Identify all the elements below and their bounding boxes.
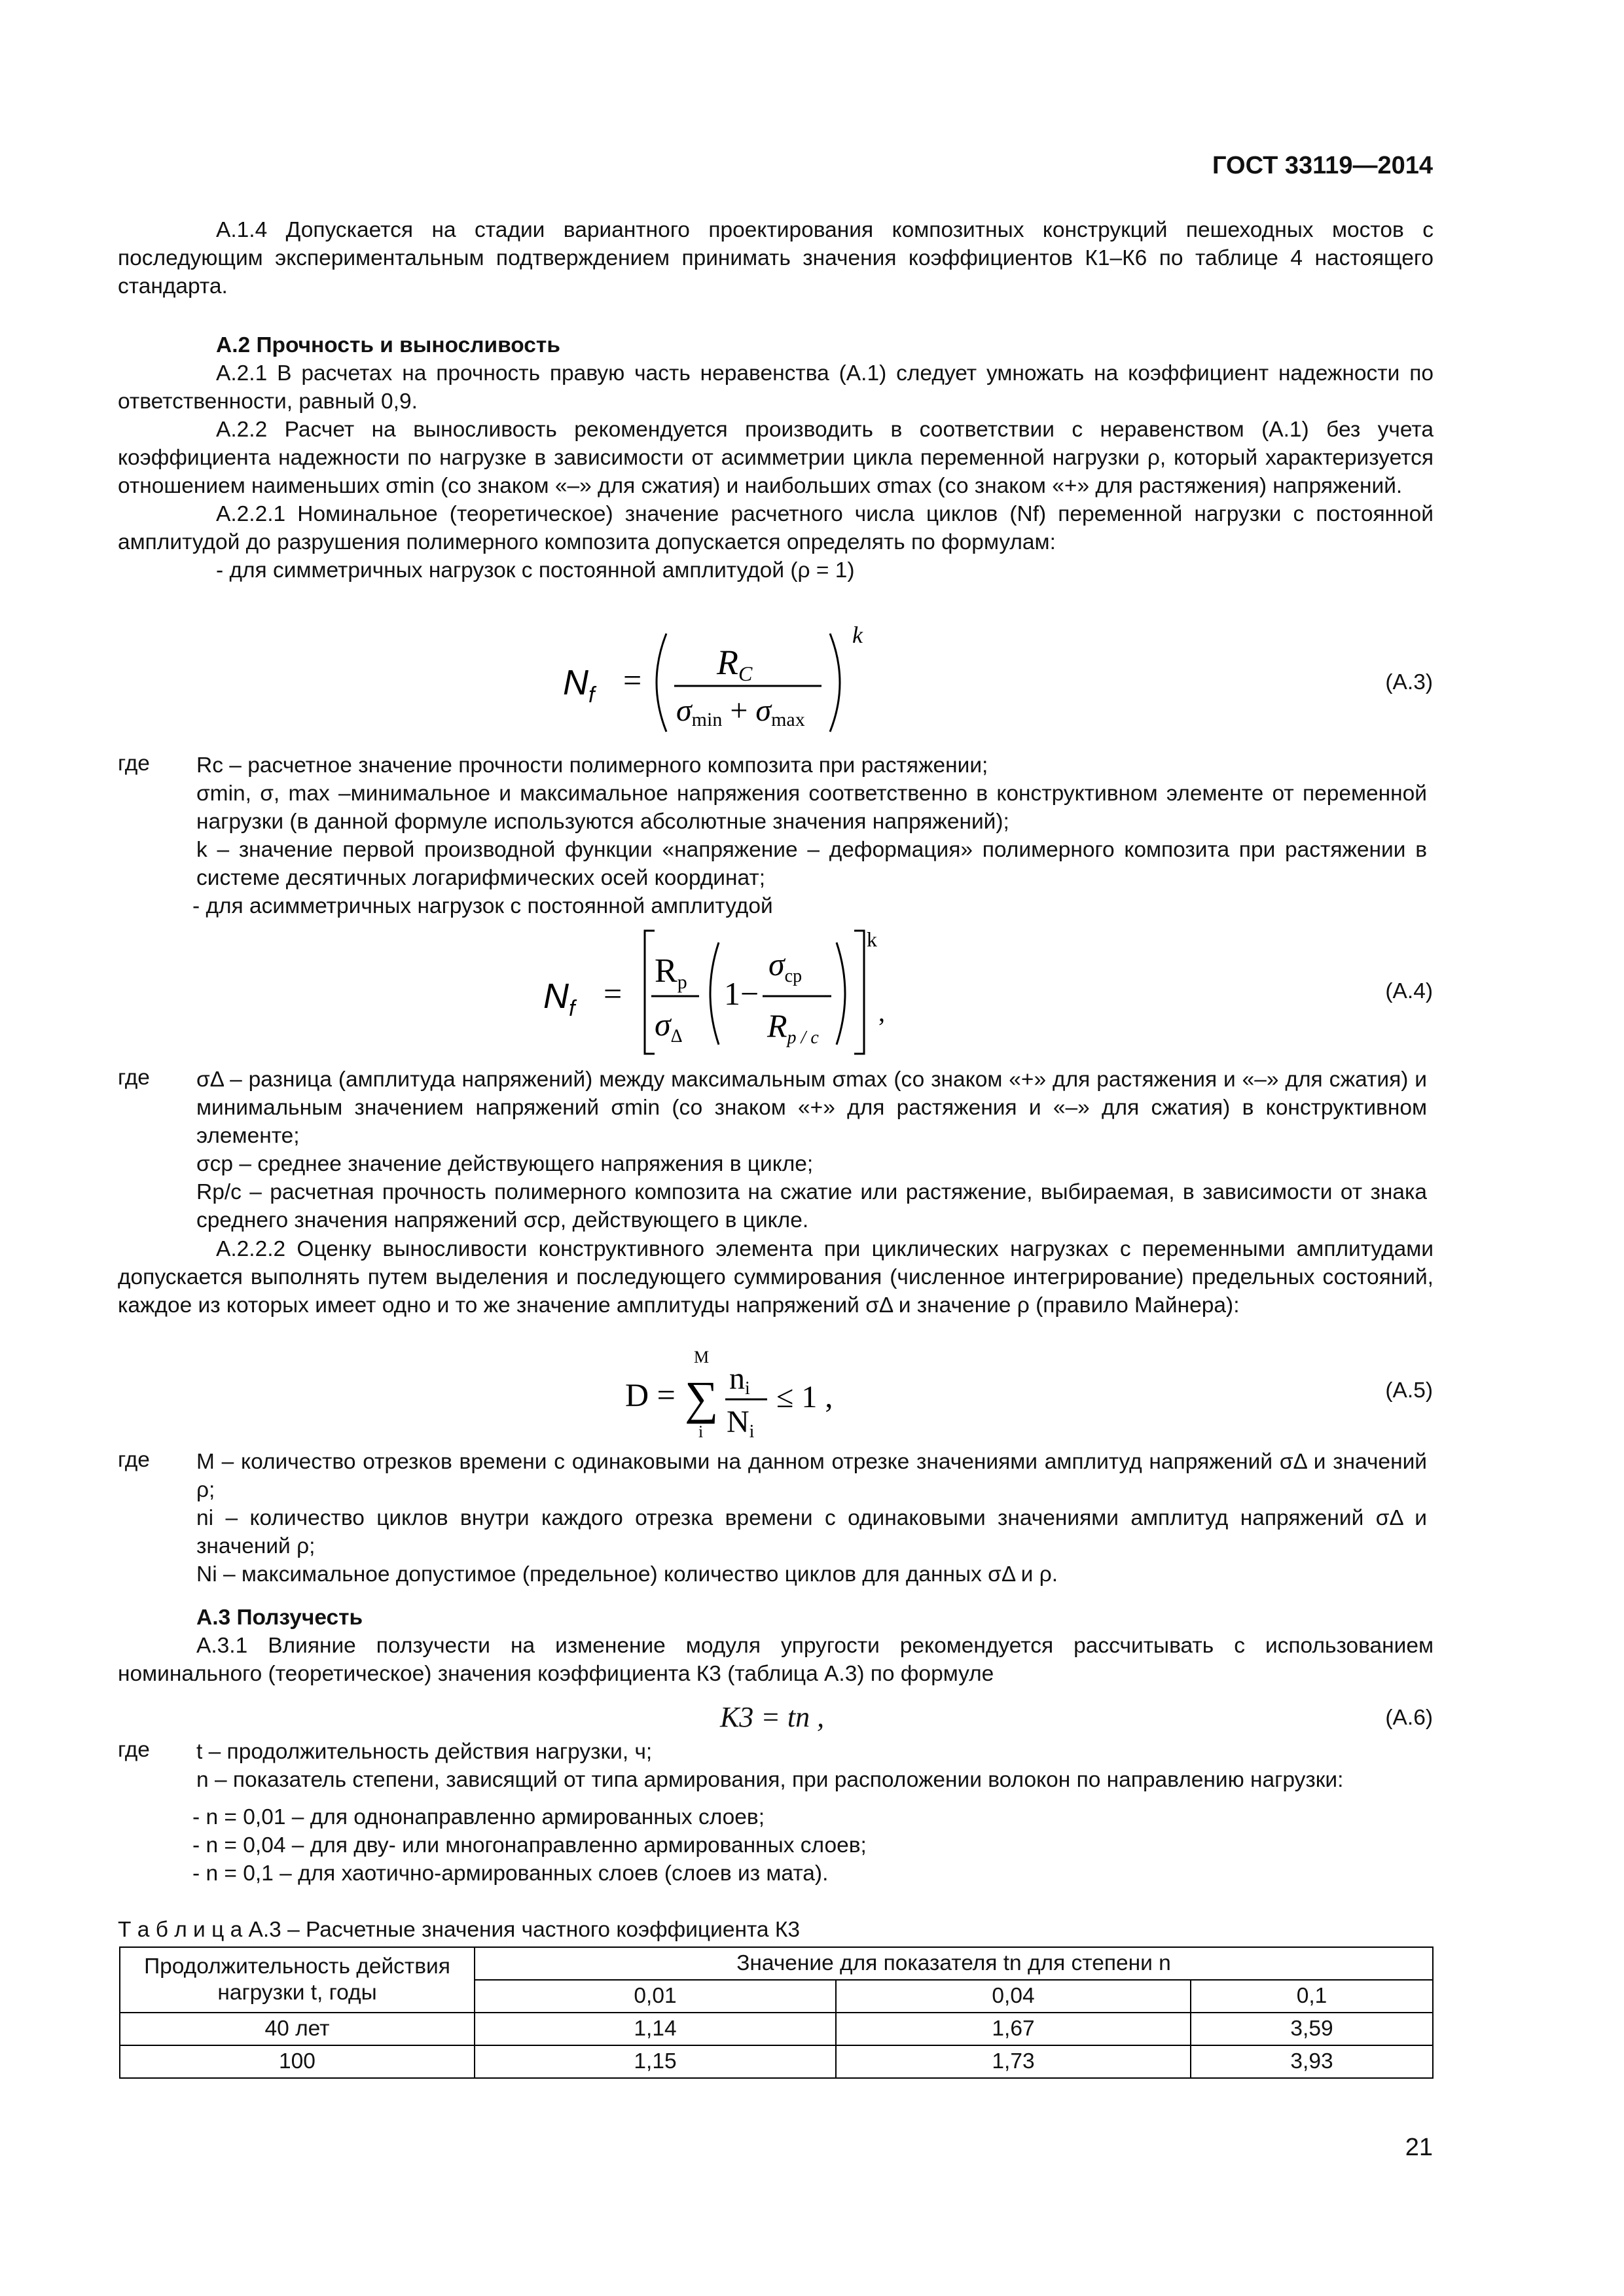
equation-label-a4: (А.4) — [1385, 979, 1433, 1003]
svg-text:1−: 1− — [724, 975, 759, 1012]
definitions-a5 — [196, 1448, 1427, 1588]
eq-a3-lhs: $N_f$ — [563, 663, 595, 708]
eq-a4-sigma-delta: $\sigma_\Delta$ — [655, 1006, 683, 1047]
paragraph-a22: А.2.2 Расчет на выносливость рекомендуется производить в соответствии с неравенством (А.1) без учета коэффициента надежности по нагрузке в зависимости от асимметрии цикла переменной нагрузки ρ, который характеризуется отношением наименьших σmin (со знаком «–» для сжатия) и наибольших σmax (со знаком «+» для растяжения) напряжений. — [118, 418, 1434, 498]
table-cell: 1,67 — [836, 2013, 1191, 2045]
svg-text:∑: ∑ — [685, 1372, 719, 1424]
eq-a5-top: M — [694, 1348, 710, 1367]
list-item-symmetric: - для симметричных нагрузок с постоянной амплитудой (ρ = 1) — [216, 558, 855, 583]
table-header-row — [120, 1947, 1433, 1980]
definition-k: k – значение первой производной функции «напряжение – деформация» полимерного композита при растяжении в системе десятичных логарифмических осей координат; — [196, 838, 1427, 890]
equation-a6: К3 = tn , — [720, 1701, 825, 1733]
equation-a5 — [622, 1348, 844, 1446]
where-label-a4: где — [118, 1066, 150, 1090]
eq-a4-rp: Rp — [655, 952, 687, 993]
standard-number: ГОСТ 33119—2014 — [1212, 152, 1433, 179]
where-label-a5: где — [118, 1448, 150, 1472]
eq-a5-den: Ni — [727, 1405, 755, 1442]
eq-a5-lhs: D = — [625, 1376, 676, 1413]
page-number: 21 — [1405, 2134, 1433, 2161]
svg-text:=: = — [604, 975, 623, 1012]
eq-a5-rhs: ≤ 1 , — [776, 1380, 833, 1414]
section-a3 — [118, 1604, 1434, 1688]
definition-sigma-delta: σΔ – разница (амплитуда напряжений) между максимальным σmax (со знаком «+» для растяжения и «–» для сжатия) и минимальным значением напряжений σmin (со знаком «+» для растяжения и «–» для сжатия) в конструктивном элементе; — [196, 1067, 1427, 1148]
table-cell: 1,73 — [836, 2045, 1191, 2078]
definition-rc: Rс – расчетное значение прочности полимерного композита при растяжении; — [196, 753, 988, 778]
paragraph-a222: А.2.2.2 Оценку выносливости конструктивного элемента при циклических нагрузках с переменными амплитудами допускается выполнять путем выделения и последующего суммирования (численное интегрирование) предельных состояний, каждое из которых имеет одно и то же значение амплитуды напряжений σΔ и значение ρ (правило Майнера): — [118, 1237, 1434, 1318]
clause-a222 — [118, 1235, 1434, 1319]
svg-text:,: , — [878, 997, 885, 1027]
definitions-a6 — [192, 1738, 1427, 1888]
svg-text:=: = — [623, 662, 642, 698]
table-cell: 3,93 — [1191, 2045, 1433, 2078]
definition-rpc: Rр/с – расчетная прочность полимерного композита на сжатие или растяжение, выбираемая, в зависимости от знака среднего значения напряжений σср, действующего в цикле. — [196, 1180, 1427, 1232]
equation-a3 — [550, 620, 877, 745]
definition-ni: ni – количество циклов внутри каждого отрезка времени с одинаковыми значениями амплитуд напряжений σΔ и значений ρ; — [196, 1506, 1427, 1558]
paragraph-a14: А.1.4 Допускается на стадии вариантного проектирования композитных конструкций пешеходных мостов с последующим экспериментальным подтверждением принимать значения коэффициентов К1–К6 по таблице 4 настоящего стандарта. — [118, 218, 1434, 298]
table-row — [120, 2013, 1433, 2045]
svg-text:Nf: $N_f$ — [543, 977, 575, 1021]
table-header-duration: Продолжительность действия нагрузки t, годы — [120, 1947, 475, 2013]
eq-a3-numerator: RC — [717, 643, 753, 685]
eq-a3-exponent: k — [852, 622, 863, 648]
paragraph-a221: А.2.2.1 Номинальное (теоретическое) значение расчетного числа циклов (Nf) переменной нагрузки с постоянной амплитудой до разрушения полимерного композита допускается определять по формулам: — [118, 502, 1434, 554]
table-cell: 1,14 — [475, 2013, 836, 2045]
definition-m: M – количество отрезков времени с одинаковыми на данном отрезке значениями амплитуд напряжений σΔ и значений ρ; — [196, 1450, 1427, 1502]
n-item-1: - n = 0,01 – для однонаправленно армированных слоев; — [192, 1805, 765, 1829]
paragraph-a31: А.3.1 Влияние ползучести на изменение модуля упругости рекомендуется рассчитывать с использованием номинального (теоретическое) значения коэффициента К3 (таблица А.3) по формуле — [118, 1634, 1434, 1686]
table-header-group: Значение для показателя tn для степени n — [475, 1947, 1433, 1980]
table-row — [120, 2045, 1433, 2078]
table-caption: Т а б л и ц а А.3 – Расчетные значения частного коэффициента К3 — [118, 1918, 801, 1942]
section-title-a2: А.2 Прочность и выносливость — [216, 333, 560, 357]
equation-label-a3: (А.3) — [1385, 670, 1433, 694]
table-cell: 3,59 — [1191, 2013, 1433, 2045]
eq-a4-exponent: k — [867, 927, 877, 951]
eq-a5-bottom: i — [698, 1422, 704, 1441]
where-label: где — [118, 751, 150, 776]
table-cell: 1,15 — [475, 2045, 836, 2078]
table-subheader: 0,01 — [475, 1980, 836, 2013]
definition-t: t – продолжительность действия нагрузки, ч; — [196, 1740, 653, 1764]
definition-sigma-min-max: σmin, σ, max –минимальное и максимальное напряжения соответственно в конструктивном элементе от переменной нагрузки (в данной формуле используются абсолютные значения напряжений); — [196, 781, 1427, 834]
equation-a4 — [530, 923, 897, 1060]
equation-label-a5: (А.5) — [1385, 1378, 1433, 1403]
equation-label-a6: (А.6) — [1385, 1706, 1433, 1730]
table-cell: 40 лет — [120, 2013, 475, 2045]
table-subheader: 0,1 — [1191, 1980, 1433, 2013]
n-item-2: - n = 0,04 – для дву- или многонаправленно армированных слоев; — [192, 1833, 867, 1857]
definition-sigma-cp: σср – среднее значение действующего напряжения в цикле; — [196, 1152, 814, 1176]
where-label-a6: где — [118, 1738, 150, 1762]
definition-n: n – показатель степени, зависящий от типа армирования, при расположении волокон по направлению нагрузки: — [196, 1768, 1344, 1792]
section-title-a3: А.3 Ползучесть — [196, 1605, 363, 1630]
list-item-asymmetric: - для асимметричных нагрузок с постоянной амплитудой — [192, 894, 773, 918]
clause-a14 — [118, 216, 1434, 300]
definition-Ni: Ni – максимальное допустимое (предельное) количество циклов для данных σΔ и ρ. — [196, 1562, 1058, 1587]
table-a3 — [119, 1946, 1434, 2079]
definitions-a4 — [196, 1066, 1427, 1234]
eq-a4-rpc: $R_{p / c}$ — [767, 1007, 819, 1048]
n-item-3: - n = 0,1 – для хаотично-армированных слоев (слоев из мата). — [192, 1861, 829, 1886]
table-subheader: 0,04 — [836, 1980, 1191, 2013]
table-cell: 100 — [120, 2045, 475, 2078]
eq-a4-sigma-cp: $\sigma_{ср}$ — [768, 946, 803, 986]
paragraph-a21: А.2.1 В расчетах на прочность правую часть неравенства (А.1) следует умножать на коэффициент надежности по ответственности, равный 0,9. — [118, 361, 1434, 414]
definitions-a3 — [192, 751, 1427, 920]
eq-a3-denominator: σmin + σmax — [676, 693, 805, 730]
section-a2 — [118, 331, 1434, 584]
eq-a5-num: ni — [729, 1361, 750, 1399]
